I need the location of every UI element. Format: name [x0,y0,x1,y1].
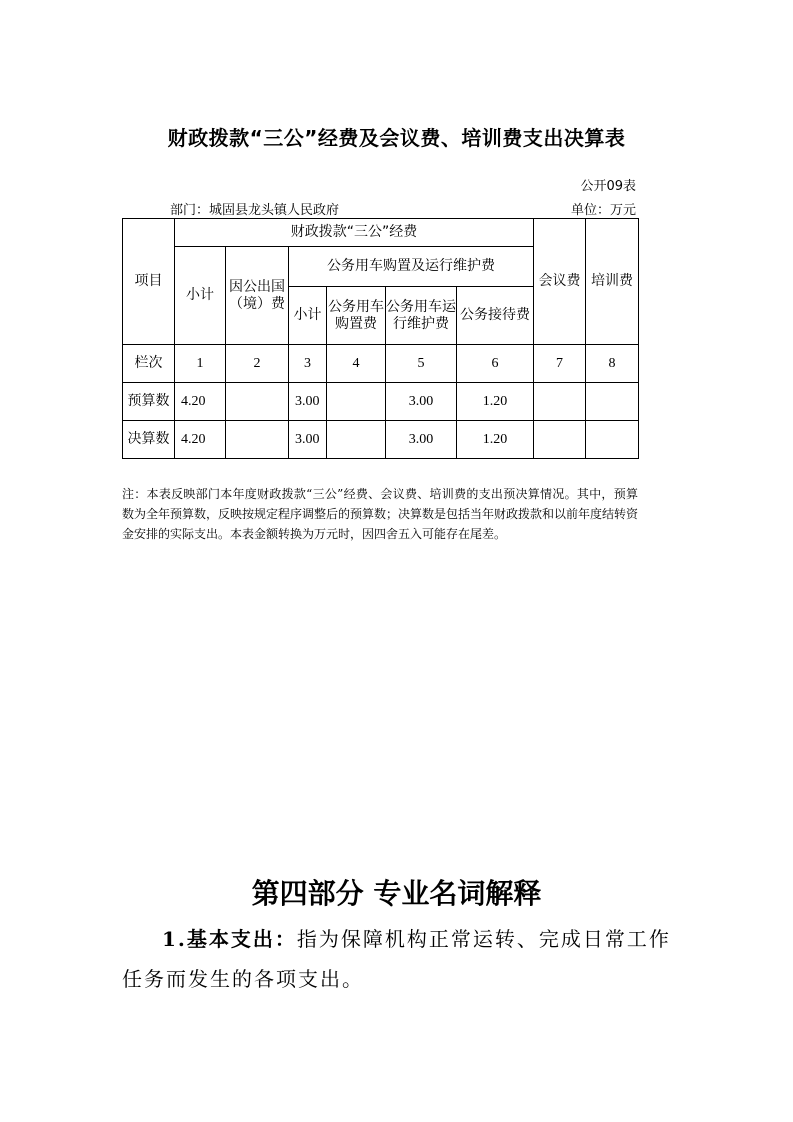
table-cell [226,383,289,421]
table-cell: 8 [586,345,639,383]
table-cell [586,421,639,459]
row-label: 决算数 [123,421,175,459]
expenditure-table [122,218,639,459]
table-cell: 3.00 [289,421,327,459]
table-cell: 3.00 [386,383,457,421]
table-cell [226,421,289,459]
table-row [123,383,639,421]
table-title: 财政拨款“三公”经费及会议费、培训费支出决算表 [167,126,626,150]
department-label: 部门：城固县龙头镇人民政府 [170,203,340,218]
header-fiscal-three: 财政拨款“三公”经费 [175,219,534,247]
header-reception: 公务接待费 [457,287,534,345]
header-training: 培训费 [586,219,639,345]
header-vehicle-subtotal: 小计 [289,287,327,345]
table-row [123,421,639,459]
definition-term: 1.基本支出： [162,927,297,951]
table-cell: 4.20 [175,421,226,459]
table-cell: 6 [457,345,534,383]
header-vehicle-operate: 公务用车运行维护费 [386,287,457,345]
section-title: 第四部分 专业名词解释 [251,877,542,910]
form-number: 公开09表 [580,179,636,194]
table-cell: 1 [175,345,226,383]
table-cell: 3.00 [289,383,327,421]
definition-paragraph [122,919,682,999]
table-cell: 5 [386,345,457,383]
table-note: 注：本表反映部门本年度财政拨款“三公”经费、会议费、培训费的支出预决算情况。其中，预算数为全年预算数，反映按规定程序调整后的预算数；决算数是包括当年财政拨款和以前年度结转资金安排的实际支出。本表金额转换为万元时，因四舍五入可能存在尾差。 [122,487,639,541]
table-cell: 3.00 [386,421,457,459]
table-row [123,345,639,383]
table-cell: 7 [534,345,586,383]
row-label: 栏次 [123,345,175,383]
unit-label: 单位：万元 [570,203,636,218]
row-label: 预算数 [123,383,175,421]
table-cell [534,383,586,421]
table-cell: 3 [289,345,327,383]
table-cell: 4.20 [175,383,226,421]
header-subtotal: 小计 [175,247,226,345]
table-cell [327,383,386,421]
table-cell [586,383,639,421]
table-cell: 4 [327,345,386,383]
table-cell: 1.20 [457,421,534,459]
table-cell: 1.20 [457,383,534,421]
header-vehicle-purchase: 公务用车购置费 [327,287,386,345]
table-cell: 2 [226,345,289,383]
table-cell [534,421,586,459]
header-vehicle: 公务用车购置及运行维护费 [289,247,534,287]
table-cell [327,421,386,459]
header-meeting: 会议费 [534,219,586,345]
header-item: 项目 [123,219,175,345]
header-abroad: 因公出国（境）费 [226,247,289,345]
definition-text: 指为保障机构正常运转、完成日常工作任务而发生的各项支出。 [122,927,671,991]
